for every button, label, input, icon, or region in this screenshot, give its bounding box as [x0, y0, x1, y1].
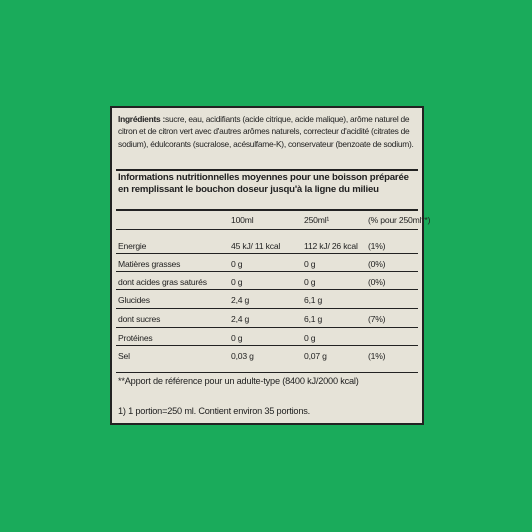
nutrient-value: 2,4 g — [231, 295, 250, 305]
table-row-divider — [116, 271, 418, 272]
divider — [116, 169, 418, 171]
nutrient-value: (0%) — [368, 277, 386, 287]
nutrient-value: 45 kJ/ 11 kcal — [231, 241, 281, 251]
nutrient-value: 0,07 g — [304, 351, 327, 361]
table-row-divider — [116, 289, 418, 290]
nutrient-value: 2,4 g — [231, 314, 250, 324]
nutrient-value: 0 g — [231, 333, 243, 343]
nutrient-name: dont acides gras saturés — [118, 277, 207, 287]
table-header: 100ml — [231, 215, 254, 225]
nutrient-name: Energie — [118, 241, 147, 251]
nutrient-value: 0 g — [231, 277, 243, 287]
nutrient-value: 0 g — [304, 333, 316, 343]
nutrient-value: 0 g — [304, 277, 316, 287]
table-row-divider — [116, 327, 418, 328]
nutrient-value: 0,03 g — [231, 351, 254, 361]
nutrition-label — [110, 106, 431, 425]
table-row-divider — [116, 253, 418, 254]
nutrient-name: Protéines — [118, 333, 153, 343]
nutrient-value: 112 kJ/ 26 kcal — [304, 241, 358, 251]
nutrient-value: 6,1 g — [304, 295, 323, 305]
nutrient-name: Sel — [118, 351, 130, 361]
table-header: 250ml¹ — [304, 215, 330, 225]
reference-intake-note: **Apport de référence pour un adulte-type (8400 kJ/2000 kcal) — [118, 376, 359, 386]
nutrient-value: 0 g — [231, 259, 243, 269]
nutrient-name: Matières grasses — [118, 259, 181, 269]
nutrient-value: (0%) — [368, 259, 386, 269]
nutrient-value: 6,1 g — [304, 314, 323, 324]
nutrient-value: (1%) — [368, 351, 386, 361]
ingredients-list: sucre, eau, acidifiants (acide citrique, acide malique), arôme naturel de citron et de citron vert avec d'autres arômes naturels, correcteur d'acidité (citrates de sodium), édulcorants (sucralose, acésulfame-K), conservateur (benzoate de sodium). — [118, 114, 414, 149]
table-header: (% pour 250ml**) — [368, 215, 431, 225]
table-row-divider — [116, 345, 418, 346]
ingredients-heading: Ingrédients : — [118, 114, 166, 124]
nutrient-value: (7%) — [368, 314, 386, 324]
ingredients-text — [118, 113, 418, 150]
nutrient-value: (1%) — [368, 241, 386, 251]
nutrient-name: dont sucres — [118, 314, 161, 324]
nutrition-title: Informations nutritionnelles moyennes pour une boisson préparée en remplissant le bouchon doseur jusqu'à la ligne du milieu — [118, 172, 409, 195]
divider — [116, 372, 418, 373]
table-row-divider — [116, 229, 418, 230]
divider — [116, 209, 418, 211]
nutrient-value: 0 g — [304, 259, 316, 269]
portion-note: 1) 1 portion=250 ml. Contient environ 35 portions. — [118, 406, 310, 416]
table-row-divider — [116, 308, 418, 309]
nutrient-name: Glucides — [118, 295, 150, 305]
